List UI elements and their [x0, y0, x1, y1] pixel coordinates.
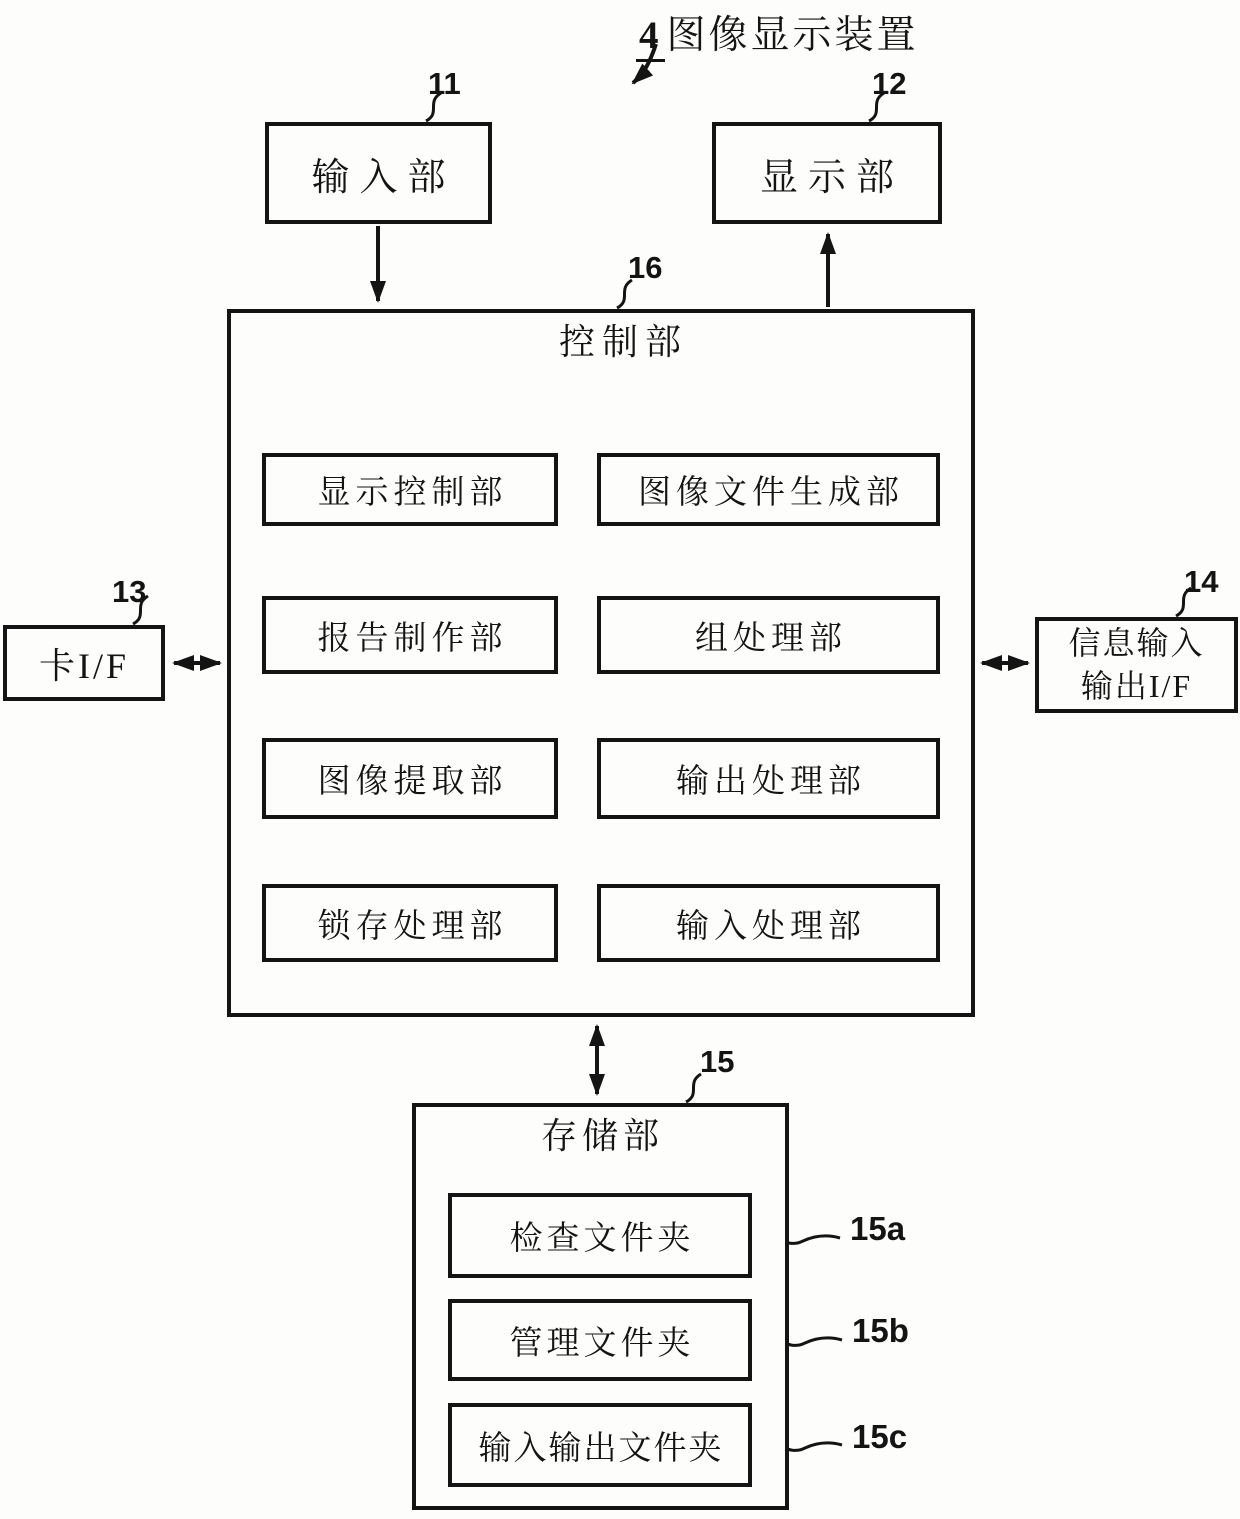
box-display-control-16a	[262, 453, 558, 526]
module-label: 报告制作部	[317, 620, 508, 657]
control-header: 控制部	[558, 322, 688, 362]
folder-label: 检查文件夹	[509, 1221, 695, 1257]
box-display-12	[712, 122, 942, 224]
module-label: 图像提取部	[317, 764, 508, 800]
ref-label-14: 14	[1184, 564, 1219, 599]
module-label: 显示控制部	[317, 475, 508, 511]
box-input-output-folder-15c	[448, 1403, 752, 1487]
storage-header: 存储部	[540, 1116, 664, 1156]
box-output-processing-16f	[597, 738, 940, 819]
info-io-if-label-line1: 信息输入	[1068, 625, 1205, 662]
module-label: 输入处理部	[676, 908, 866, 945]
box-info-io-if-14	[1035, 617, 1238, 713]
ref-label-15b: 15b	[852, 1312, 909, 1349]
module-label: 锁存处理部	[317, 908, 508, 945]
box-input-processing-16h	[597, 884, 940, 962]
info-io-if-label-line2: 输出I/F	[1080, 668, 1193, 704]
box-group-processing-16d	[597, 596, 940, 674]
box-latch-processing-16g	[262, 884, 558, 962]
ref-label-15c: 15c	[852, 1418, 908, 1455]
ref-label-15a: 15a	[850, 1210, 906, 1247]
box-management-folder-15b	[448, 1299, 752, 1381]
module-label: 组处理部	[695, 620, 847, 657]
ref-label-16: 16	[628, 250, 663, 285]
box-image-file-generation-16b	[597, 453, 940, 526]
figure-title	[636, 4, 919, 62]
figure-title-number: 4	[636, 13, 665, 62]
ref-label-12: 12	[872, 66, 907, 101]
ref-label-13: 13	[112, 574, 147, 609]
box-image-extraction-16e	[262, 738, 558, 819]
folder-label: 输入输出文件夹	[478, 1430, 724, 1467]
module-label: 输出处理部	[676, 764, 866, 800]
module-label: 图像文件生成部	[638, 475, 904, 511]
box-input-label: 输入部	[311, 156, 456, 199]
box-display-label: 显示部	[759, 156, 904, 199]
ref-label-15: 15	[700, 1044, 735, 1079]
box-report-creation-16c	[262, 596, 558, 674]
card-if-label: 卡I/F	[38, 645, 129, 686]
ref-label-11: 11	[428, 66, 461, 101]
folder-label: 管理文件夹	[509, 1325, 695, 1362]
figure-title-text: 图像显示装置	[666, 14, 919, 57]
ref-connector-15	[686, 1074, 701, 1102]
box-card-if-13	[3, 625, 165, 701]
box-inspection-folder-15a	[448, 1193, 752, 1278]
box-input-11	[265, 122, 492, 224]
